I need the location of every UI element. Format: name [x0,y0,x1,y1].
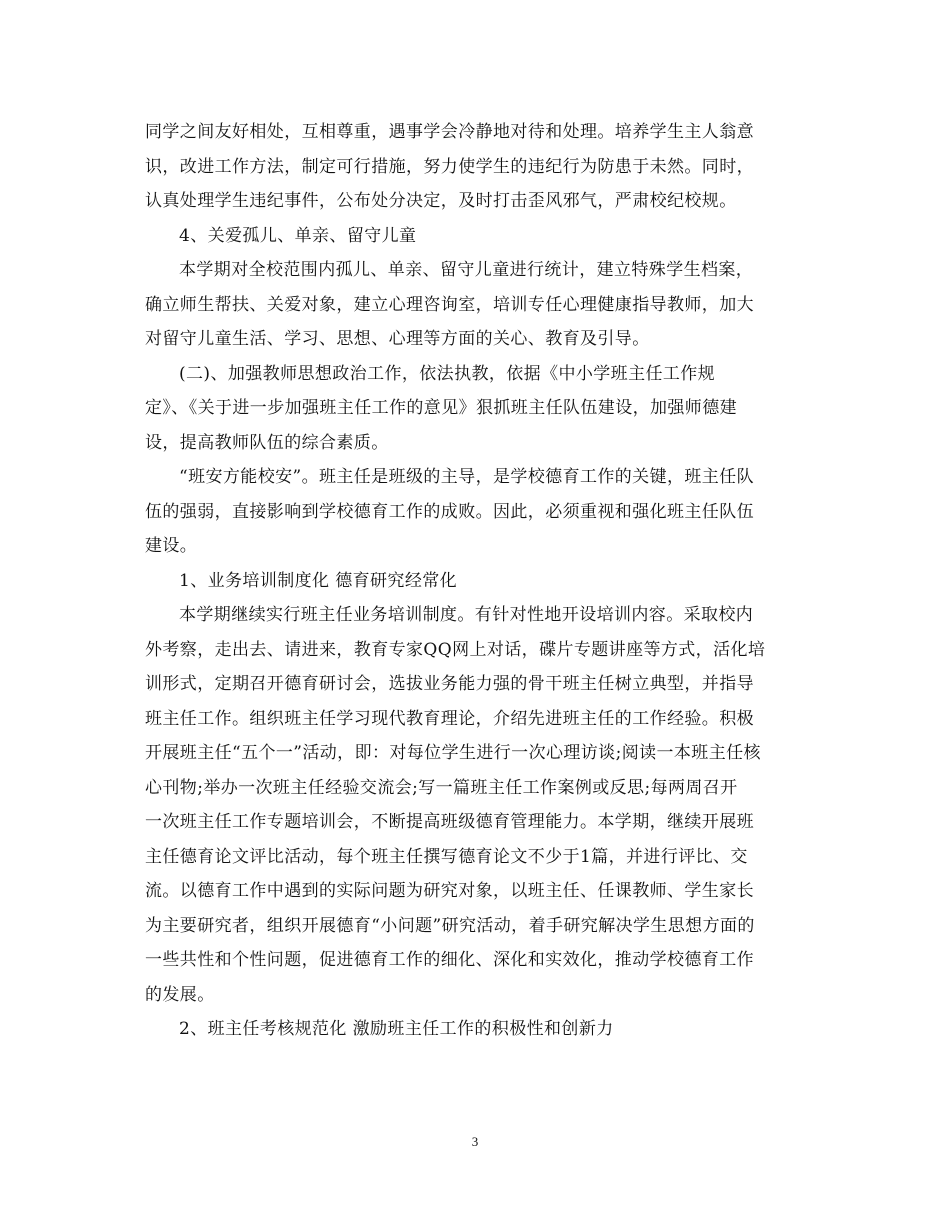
text-line: 训形式，定期召开德育研讨会，选拔业务能力强的骨干班主任树立典型，并指导 [145,674,754,694]
text-line: 为主要研究者，组织开展德育“小问题”研究活动，着手研究解决学生思想方面的 [145,915,755,936]
text-line: 主任德育论文评比活动，每个班主任撰写德育论文不少于1篇，并进行评比、交 [145,846,748,867]
text-line: 本学期继续实行班主任业务培训制度。有针对性地开设培训内容。采取校内 [179,605,754,625]
text-line: 一些共性和个性问题，促进德育工作的细化、深化和实效化，推动学校德育工作 [145,950,754,970]
text-line: 2、班主任考核规范化 激励班主任工作的积极性和创新力 [179,1019,614,1039]
text-line: 识，改进工作方法，制定可行措施，努力使学生的违纪行为防患于未然。同时， [145,156,754,177]
text-line: 同学之间友好相处，互相尊重，遇事学会冷静地对待和处理。培养学生主人翁意 [145,122,754,142]
text-line: 定》、《关于进一步加强班主任工作的意见》狠抓班主任队伍建设，加强师德建 [145,398,737,418]
text-line: “班安方能校安”。班主任是班级的主导，是学校德育工作的关键，班主任队 [179,467,754,487]
text-line: 本学期对全校范围内孤儿、单亲、留守儿童进行统计，建立特殊学生档案， [179,260,754,280]
text-line: 心刊物;举办一次班主任经验交流会;写一篇班主任工作案例或反思;每两周召开 [145,777,738,798]
text-line: 1、业务培训制度化 德育研究经常化 [179,570,458,591]
page-number: 3 [471,1134,479,1149]
text-line: 的发展。 [145,984,215,1005]
text-line: 对留守儿童生活、学习、思想、心理等方面的关心、教育及引导。 [145,329,650,349]
text-line: 班主任工作。组织班主任学习现代教育理论，介绍先进班主任的工作经验。积极 [145,708,754,729]
text-line: 伍的强弱，直接影响到学校德育工作的成败。因此，必须重视和强化班主任队伍 [145,501,754,522]
text-line: 流。以德育工作中遇到的实际问题为研究对象，以班主任、任课教师、学生家长 [145,881,754,901]
text-line: 一次班主任工作专题培训会，不断提高班级德育管理能力。本学期，继续开展班 [145,812,754,832]
text-line: 确立师生帮扶、关爱对象，建立心理咨询室，培训专任心理健康指导教师，加大 [145,294,754,315]
text-line: 建设。 [145,536,198,556]
text-line: 开展班主任“五个一”活动，即：对每位学生进行一次心理访谈;阅读一本班主任核 [145,743,761,763]
text-line: 外考察，走出去、请进来，教育专家QQ网上对话，碟片专题讲座等方式，活化培 [145,639,766,660]
text-line: (二)、加强教师思想政治工作，依法执教，依据《中小学班主任工作规 [179,363,716,384]
document-body [145,115,815,1047]
text-line: 设，提高教师队伍的综合素质。 [145,432,389,453]
text-line: 认真处理学生违纪事件，公布处分决定，及时打击歪风邪气，严肃校纪校规。 [145,191,737,211]
text-line: 4、关爱孤儿、单亲、留守儿童 [179,225,417,246]
